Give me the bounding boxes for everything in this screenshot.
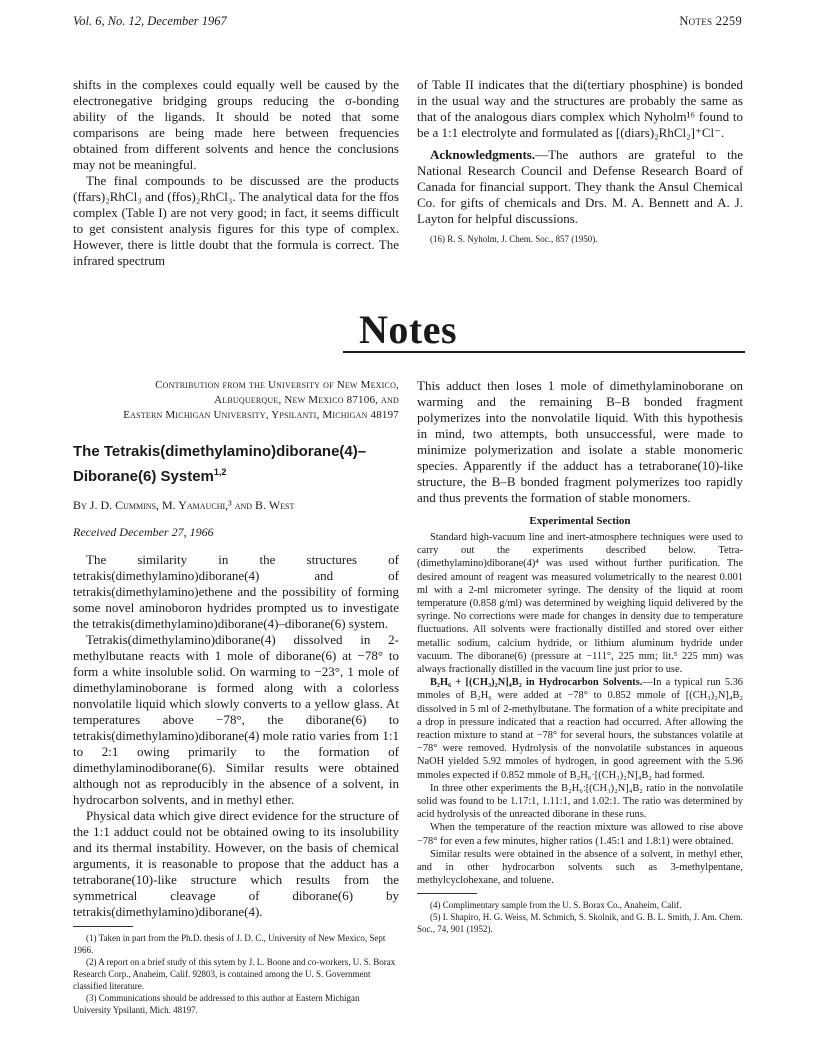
footnote: (5) I. Shapiro, H. G. Weiss, M. Schmich, S. Skolnik, and G. B. L. Smith, J. Am. Chem. Soc., 74, 901 (1952). (417, 912, 743, 935)
title-footnote-ref: 1,2 (213, 467, 227, 477)
contribution-affiliation (73, 378, 399, 423)
paragraph-text: —In a typical run 5.36 mmoles of B₂H₆ were added at −78° to 0.852 mmole of [(CH₃)₂N]₄B₂ dissolved in 5 ml of 2-methylbutane. The formation of a white precipitate and a drop in pressure indicated that a reaction had occurred. After allowing the reaction mixture to stand at −78° for several hours, the substances volatile at −78° were removed. Hydrolysis of the nonvolatile substances in aqueous NaOH yielded 5.92 mmoles of hydrogen, in good agreement with the 5.96 mmoles expected if 0.852 mmole of B₂H₆·[(CH₃)₂N]₄B₂ had formed. (417, 677, 743, 781)
received-date: Received December 27, 1966 (73, 525, 214, 539)
affiliation-line: Contribution from the University of New Mexico, (155, 379, 399, 391)
previous-article-right-column (417, 77, 743, 245)
previous-article-left-column (73, 77, 399, 269)
running-header-section: Notes (679, 14, 713, 28)
section-rule (343, 351, 745, 353)
subsection-heading: B₂H₆ + [(CH₃)₂N]₄B₂ in Hydrocarbon Solvents. (430, 677, 643, 689)
article-title-line: The Tetrakis(dimethylamino)diborane(4)– (73, 443, 367, 460)
footnote: (2) A report on a brief study of this sytem by J. L. Boone and co-workers, U. S. Borax Research Corp., Anaheim, Calif. 92803, is contained among the U. S. Government classified literature. (73, 957, 396, 991)
experimental-heading: Experimental Section (529, 515, 631, 527)
article-left-column (73, 378, 399, 1016)
paragraph: Similar results were obtained in the absence of a solvent, in methyl ether, and in other hydrocarbon solvents such as 3-methylpentane, methylcyclohexane, and toluene. (417, 848, 743, 887)
footnote: (4) Complimentary sample from the U. S. Borax Co., Anaheim, Calif. (430, 900, 682, 911)
byline: By J. D. Cummins, M. Yamauchi,³ and B. West (73, 498, 295, 512)
paragraph: In three other experiments the B₂H₆:[(CH₃)₂N]₄B₂ ratio in the nonvolatile solid was found to be 1.17:1, 1.11:1, and 1.02:1. The ratio was determined by acid hydrolysis of the unreacted diborane in these runs. (417, 782, 743, 821)
paragraph: The final compounds to be discussed are the products (ffars)₂RhCl₃ and (ffos)₂RhCl₃. The analytical data for the ffos complex (Table I) are not very good; in fact, it seems difficult to get consistent analysis figures for this type of complex. However, there is little doubt that the formula is correct. The infrared spectrum (73, 173, 399, 268)
affiliation-line: Albuquerque, New Mexico 87106, and (214, 394, 399, 406)
footnotes (73, 932, 399, 1016)
footnote-rule (73, 926, 133, 927)
page-number: 2259 (715, 14, 742, 28)
footnote-rule (417, 893, 477, 894)
acknowledgments-text: —The authors are grateful to the National Research Council and Defense Research Board of Canada for financial support. They thank the Ansul Chemical Co. for gifts of chemicals and Drs. M. A. Bennett and A. J. Layton for helpful discussions. (417, 147, 743, 226)
acknowledgments-label: Acknowledgments. (430, 147, 536, 162)
paragraph: The similarity in the structures of tetrakis(dimethylamino)diborane(4) and of tetrakis(dimethylamino)ethene and the possibility of forming some novel aminoboron hydrides prompted us to investigate the tetrakis(dimethylamino)diborane(4)–diborane(6) system. (73, 552, 399, 631)
paragraph: Standard high-vacuum line and inert-atmosphere techniques were used to carry out the experiments described below. Tetra-(dimethylamino)diborane(4)⁴ was used without further purification. The desired amount of reagent was measured volumetrically to the nearest 0.001 ml with a 2-ml micrometer syringe. The density of the liquid at room temperature (0.858 g/ml) was determined by weighing liquid delivered by the syringe. No corrections were made for changes in density due to temperature fluctuations. All solvents were fractionally distilled and stored over either metallic sodium, calcium hydride, or lithium aluminum hydride under vacuum. The diborane(6) (pressure at −111°, 225 mm; lit.⁵ 225 mm) was always fractionally distilled in the vacuum line just prior to use. (417, 532, 743, 676)
paragraph (417, 676, 743, 782)
footnote: (1) Taken in part from the Ph.D. thesis of J. D. C., University of New Mexico, Sept 1966. (73, 933, 386, 955)
footnotes (417, 899, 743, 935)
running-header-page (679, 14, 742, 29)
paragraph: of Table II indicates that the di(tertiary phosphine) is bonded in the usual way and the structures are probably the same as that of the analogous diars complex which Nyholm¹⁶ found to be a 1:1 electrolyte and formulated as [(diars)₂RhCl₂]⁺Cl⁻. (417, 77, 743, 140)
paragraph: When the temperature of the reaction mixture was allowed to rise above −78° for even a few minutes, higher ratios (1.45:1 and 1.8:1) were obtained. (417, 822, 743, 847)
paragraph: Physical data which give direct evidence for the structure of the 1:1 adduct could not be obtained owing to its insolubility and its thermal instability. However, on the basis of chemical arguments, it is reasonable to propose that the adduct has a tetraborane(10)-like structure which results from the symmetrical cleavage of diborane(6) by tetrakis(dimethylamino)diborane(4). (73, 808, 399, 919)
paragraph: This adduct then loses 1 mole of dimethylaminoborane on warming and the remaining B–B bonded fragment polymerizes into the nonvolatile liquid. With this hypothesis in mind, two attempts, both unsuccessful, were made to minimize polymerization and isolate a stable monomeric species. Apparently if the adduct has a tetraborane(10)-like structure, the B–B bonded fragment polymerizes too rapidly and thus prevents the formation of stable monomers. (417, 378, 743, 505)
acknowledgments (417, 147, 743, 227)
running-header-volume: Vol. 6, No. 12, December 1967 (73, 14, 227, 28)
article-title-line: Diborane(6) System (73, 468, 214, 485)
footnote: (16) R. S. Nyholm, J. Chem. Soc., 857 (1950). (430, 234, 598, 244)
article-right-column (417, 378, 743, 935)
paragraph: shifts in the complexes could equally well be caused by the electronegative bridging groups reducing the σ-bonding ability of the ligands. It should be noted that some comparisons are being made here between frequencies obtained from different solvents and hence the conclusions may not be meaningful. (73, 77, 399, 172)
article-title (73, 441, 399, 487)
experimental-section (417, 531, 743, 887)
footnote: (3) Communications should be addressed to this author at Eastern Michigan University Ypsilanti, Mich. 48197. (73, 993, 360, 1015)
paragraph: Tetrakis(dimethylamino)diborane(4) dissolved in 2-methylbutane reacts with 1 mole of diborane(6) at −78° to form a white insoluble solid. On warming to −23°, 1 mole of dimethylaminoborane is formed along with a colorless nonvolatile liquid which slowly converts to a yellow glass. At temperatures above −78°, the diborane(6) to tetrakis(dimethylamino)diborane(4) mole ratio varies from 1:1 to 2:1 owing primarily to the formation of dimethylaminodiborane(6). Similar results were obtained although not as reproducibly in the absence of a solvent, in hydrocarbon solvents, and in methyl ether. (73, 632, 399, 807)
section-title: Notes (358, 307, 458, 352)
affiliation-line: Eastern Michigan University, Ypsilanti, Michigan 48197 (123, 409, 399, 421)
